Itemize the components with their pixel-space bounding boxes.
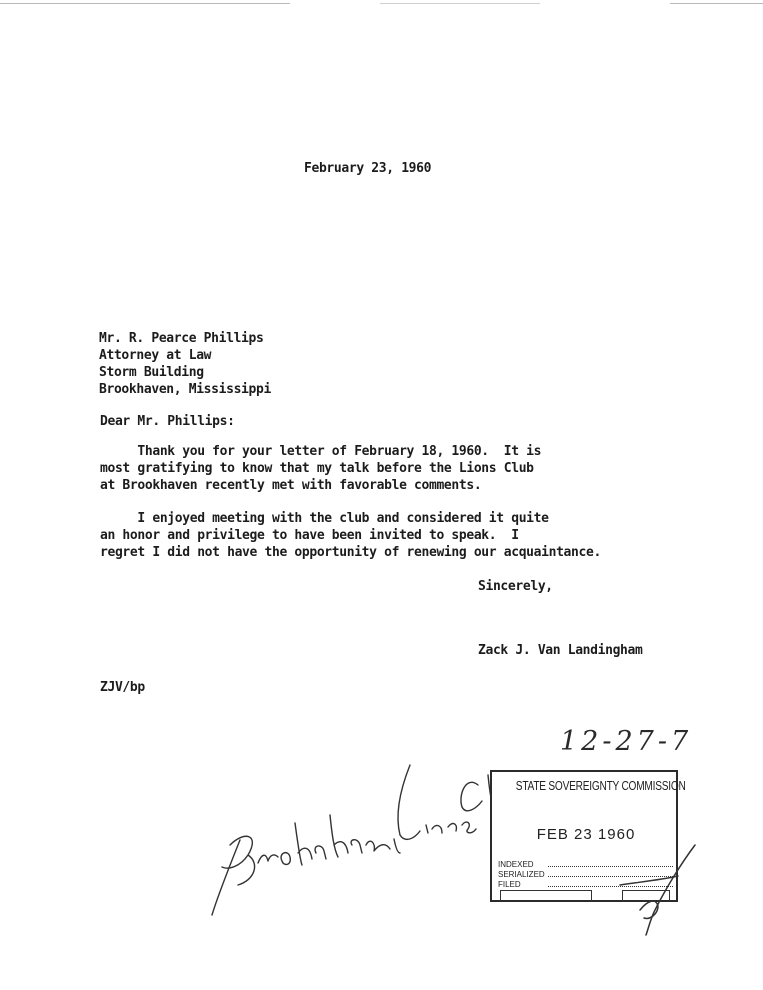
recipient-city: Brookhaven, Mississippi [99, 382, 271, 397]
stamp-title: STATE SOVEREIGNTY COMMISSION [515, 778, 686, 793]
stamp-date: FEB 23 1960 [536, 826, 636, 843]
handwritten-file-number: 12-27-7 [560, 726, 693, 757]
letter-date: February 23, 1960 [304, 161, 432, 176]
scan-edge-mark [380, 3, 540, 4]
paragraph-1 [100, 443, 541, 494]
handwritten-note-image [200, 745, 510, 925]
paragraph-line: an honor and privilege to have been invited to speak. I [100, 528, 519, 543]
stamp-field-label: SERIALIZED [498, 870, 545, 879]
recipient-address [99, 330, 271, 398]
stamp-box [500, 890, 592, 902]
salutation: Dear Mr. Phillips: [100, 414, 235, 429]
stamp-field-label: FILED [498, 880, 521, 889]
stamp-field-label: INDEXED [498, 860, 534, 869]
paragraph-line: most gratifying to know that my talk before the Lions Club [100, 461, 534, 476]
paragraph-line: at Brookhaven recently met with favorable comments. [100, 478, 482, 493]
recipient-building: Storm Building [99, 365, 204, 380]
scan-edge-mark [670, 3, 763, 4]
paragraph-line: regret I did not have the opportunity of renewing our acquaintance. [100, 545, 601, 560]
recipient-title: Attorney at Law [99, 348, 212, 363]
handwritten-checkmark-image [600, 840, 710, 940]
paragraph-line: I enjoyed meeting with the club and considered it quite [100, 511, 549, 526]
closing: Sincerely, [478, 579, 553, 594]
typist-initials: ZJV/bp [100, 680, 145, 695]
scan-edge-mark [0, 3, 290, 4]
signer-name: Zack J. Van Landingham [478, 643, 643, 658]
paragraph-line: Thank you for your letter of February 18, 1960. It is [100, 444, 542, 459]
paragraph-2 [100, 510, 601, 561]
recipient-name: Mr. R. Pearce Phillips [99, 331, 264, 346]
